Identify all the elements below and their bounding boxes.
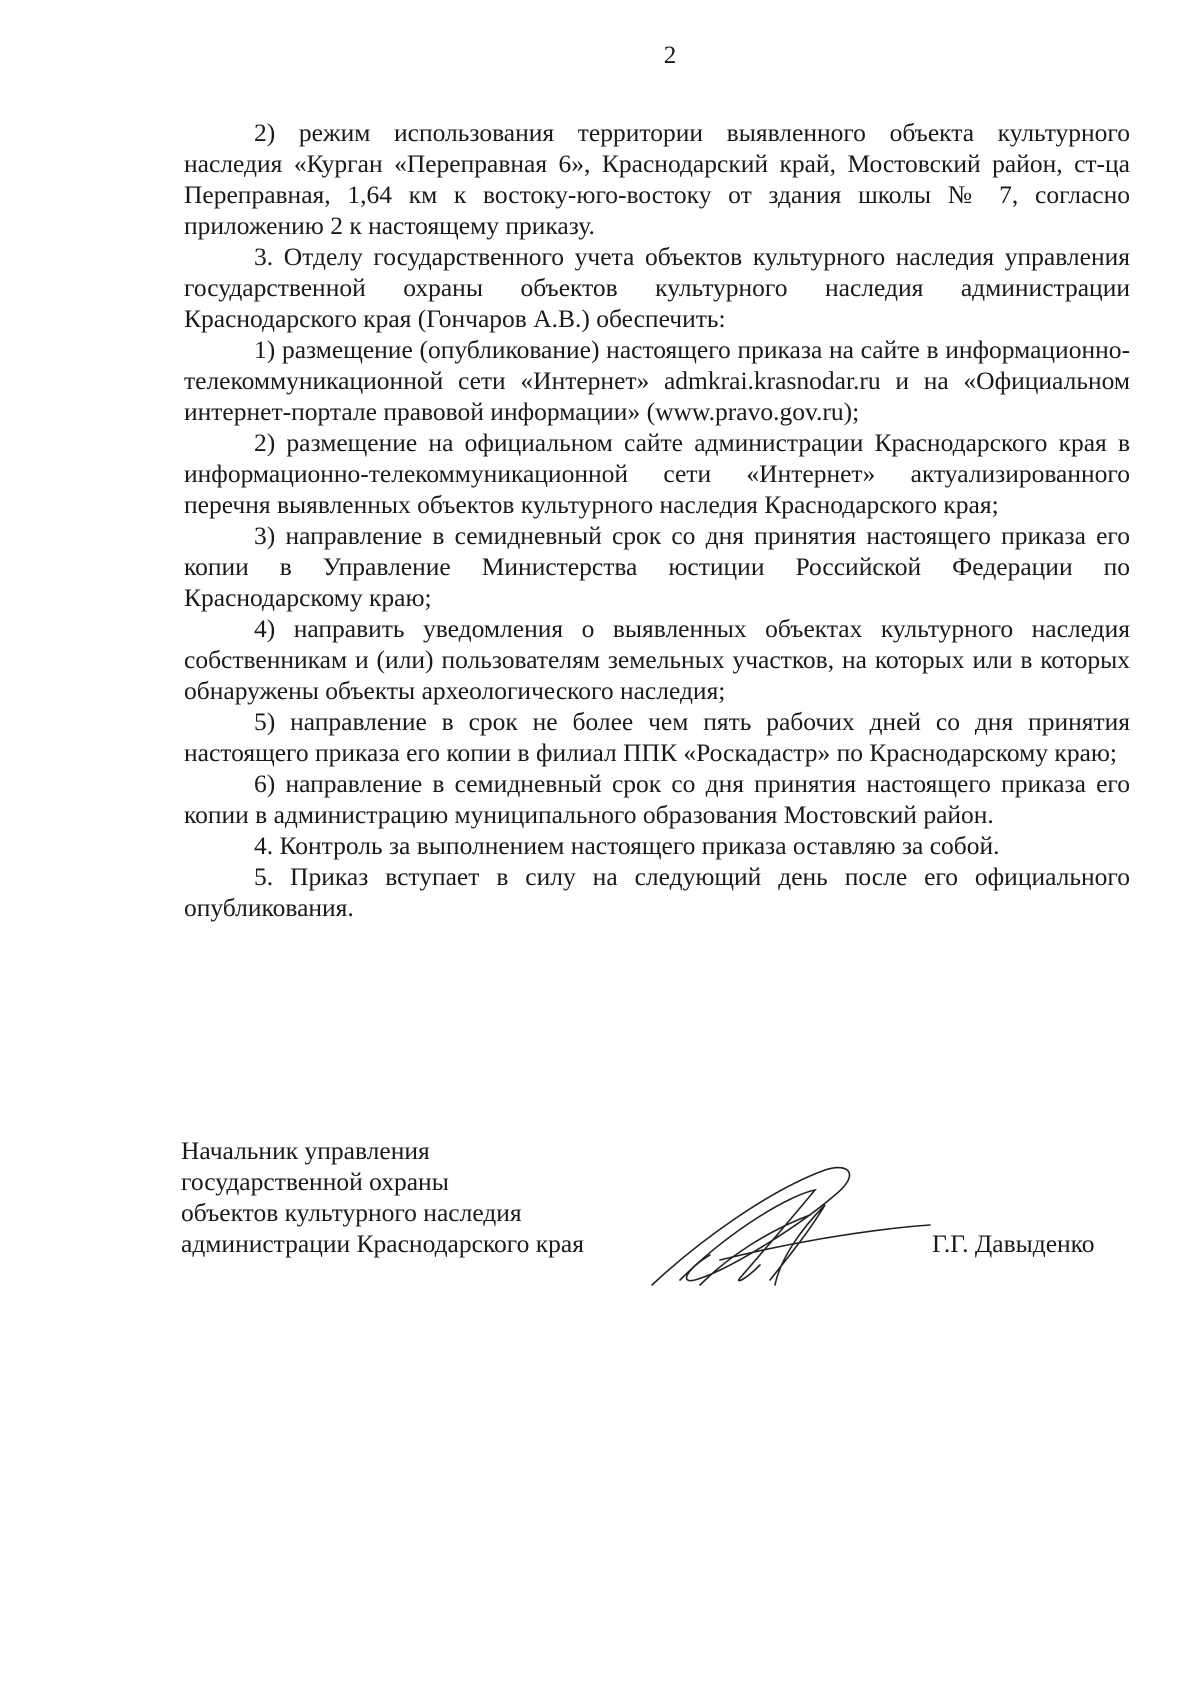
paragraph-item-3: 3. Отделу государственного учета объектов культурного наследия управления государственной охраны объектов культурного наследия администрации Краснодарского края (Гончаров А.В.) обеспечить: (184, 242, 1130, 333)
paragraph-subitem-3: 3) направление в семидневный срок со дня принятия настоящего приказа его копии в Управление Министерства юстиции Российской Федерации по Краснодарскому краю; (184, 521, 1130, 612)
signatory-title-line: администрации Краснодарского края (181, 1229, 584, 1258)
handwritten-signature (640, 1160, 940, 1300)
signatory-title (181, 1135, 584, 1259)
page-number: 2 (663, 42, 677, 69)
signatory-title-line: государственной охраны (181, 1167, 449, 1196)
signatory-name: Г.Г. Давыденко (932, 1229, 1095, 1258)
signatory-title-line: Начальник управления (181, 1136, 430, 1165)
paragraph-subitem-1: 1) размещение (опубликование) настоящего приказа на сайте в информационно-телекоммуникационной сети «Интернет» admkrai.krasnodar.ru и на «Официальном интернет-портале правовой информации» (www.pravo.gov.ru); (184, 335, 1130, 426)
paragraph-item-5: 5. Приказ вступает в силу на следующий день после его официального опубликования. (184, 862, 1130, 922)
paragraph-subitem-5: 5) направление в срок не более чем пять рабочих дней со дня принятия настоящего приказа его копии в филиал ППК «Роскадастр» по Краснодарскому краю; (184, 707, 1130, 767)
document-body (184, 117, 1130, 923)
paragraph-territory-regime: 2) режим использования территории выявленного объекта культурного наследия «Курган «Переправная 6», Краснодарский край, Мостовский район, ст-ца Переправная, 1,64 км к востоку-юго-востоку от здания школы № 7, согласно приложению 2 к настоящему приказу. (184, 118, 1130, 240)
paragraph-item-4: 4. Контроль за выполнением настоящего приказа оставляю за собой. (254, 831, 1000, 860)
paragraph-subitem-4: 4) направить уведомления о выявленных объектах культурного наследия собственникам и (или) пользователям земельных участков, на которых или в которых обнаружены объекты археологического наследия; (184, 614, 1130, 705)
paragraph-subitem-6: 6) направление в семидневный срок со дня принятия настоящего приказа его копии в администрацию муниципального образования Мостовский район. (184, 769, 1130, 829)
paragraph-subitem-2: 2) размещение на официальном сайте администрации Краснодарского края в информационно-телекоммуникационной сети «Интернет» актуализированного перечня выявленных объектов культурного наследия Краснодарского края; (184, 428, 1130, 519)
signatory-title-line: объектов культурного наследия (181, 1198, 522, 1227)
